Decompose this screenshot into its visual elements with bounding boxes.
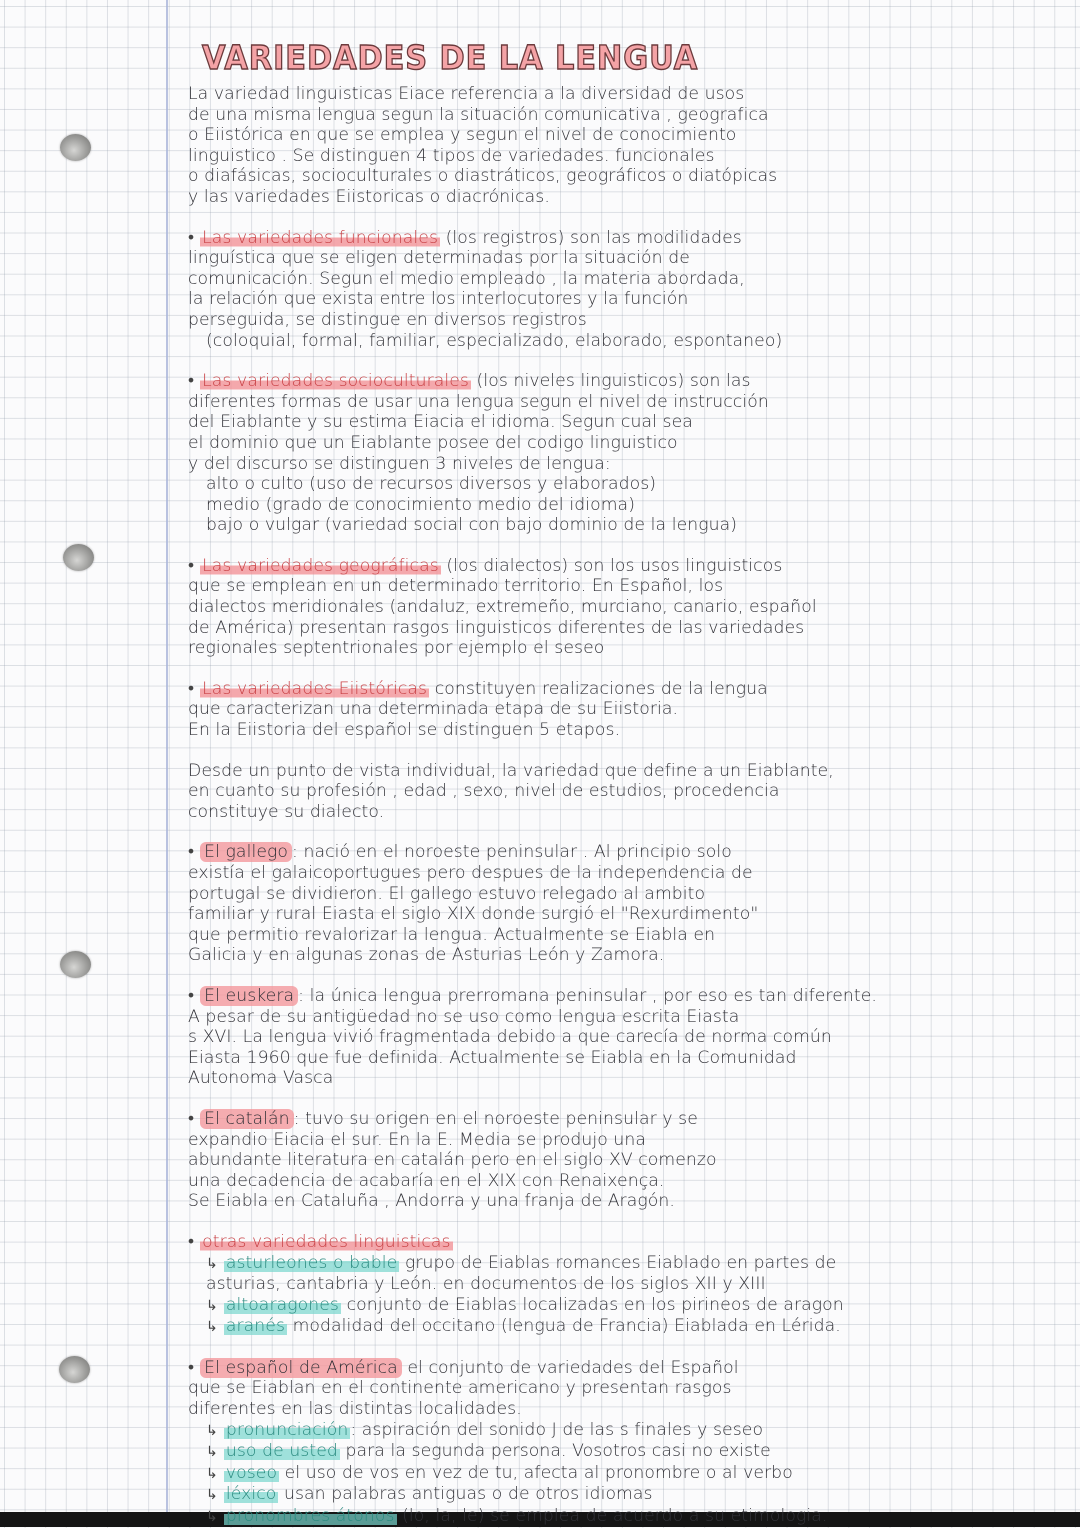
section-catalan: [188, 1109, 1048, 1212]
page-title: VARIEDADES DE LA LENGUA: [202, 38, 699, 77]
bullet-icon: •: [188, 842, 195, 863]
text-line: la relación que exista entre los interlocutores y la función: [188, 289, 689, 310]
text-line: que permitio revalorizar la lengua. Actualmente se Eiabla en: [188, 924, 716, 945]
highlighted-term: Las variedades socioculturales: [202, 371, 469, 392]
arrow-icon: ↳: [206, 1465, 218, 1482]
bullet-icon: •: [188, 227, 195, 248]
arrow-icon: ↳: [206, 1255, 218, 1272]
section-individual: [188, 761, 1048, 823]
text-line: familiar y rural Eiasta el siglo XIX donde surgió el "Rexurdimento": [188, 904, 759, 925]
text-line: Autonoma Vasca: [188, 1068, 334, 1089]
text-line: que caracterizan una determinada etapa de su Eiistoria.: [188, 699, 679, 720]
arrow-icon: ↳: [206, 1509, 218, 1526]
text-line: regionales septentrionales por ejemplo el seseo: [188, 638, 605, 659]
highlighted-term: uso de usted: [225, 1441, 338, 1462]
section-otras-variedades: [188, 1232, 1048, 1338]
text-line: Galicia y en algunas zonas de Asturias León y Zamora.: [188, 945, 665, 966]
section-espanol-america: [188, 1358, 1048, 1528]
text-line: (coloquial, formal, familiar, especializado, elaborado, espontaneo): [206, 330, 783, 351]
text-line: o diafásicas, socioculturales o diastráticos, geográficos o diatópicas: [188, 166, 778, 187]
punch-hole: [60, 134, 91, 161]
text-line: en cuanto su profesión , edad , sexo, nivel de estudios, procedencia: [188, 781, 780, 802]
arrow-icon: ↳: [206, 1444, 218, 1461]
highlighted-term: asturleones o bable: [225, 1252, 398, 1273]
text-line: Se Eiabla en Cataluña , Andorra y una franja de Aragón.: [188, 1191, 675, 1212]
text-line: asturias, cantabria y León. en documentos de los siglos XII y XIII: [206, 1274, 766, 1295]
text-line: perseguida, se distingue en diversos registros: [188, 309, 587, 330]
text-line: alto o culto (uso de recursos diversos y elaborados): [206, 474, 657, 495]
text-line: A pesar de su antigüedad no se uso como lengua escrita Eiasta: [188, 1006, 740, 1027]
text-line: linguistico . Se distinguen 4 tipos de variedades. funcionales: [188, 145, 715, 166]
text-line: constituyen realizaciones de la lengua: [429, 678, 768, 699]
highlighted-term: El español de América: [200, 1358, 402, 1378]
text-line: : tuvo su origen en el noroeste peninsular y se: [293, 1108, 698, 1129]
text-line: : la única lengua prerromana peninsular , por eso es tan diferente.: [298, 985, 877, 1006]
text-line: bajo o vulgar (variedad social con bajo dominio de la lengua): [206, 515, 738, 536]
highlighted-term: El euskera: [200, 986, 298, 1006]
text-line: abundante literatura en catalán pero en el siglo XV comenzo: [188, 1150, 717, 1171]
text-line: medio (grado de conocimiento medio del idioma): [206, 494, 635, 515]
section-funcionales: [188, 228, 1048, 352]
text-line: Eiasta 1960 que fue definida. Actualmente se Eiabla en la Comunidad: [188, 1047, 797, 1068]
section-geograficas: [188, 556, 1048, 659]
section-socioculturales: [188, 371, 1048, 536]
bullet-icon: •: [188, 1231, 195, 1252]
arrow-icon: ↳: [206, 1297, 218, 1314]
notebook-page: [188, 36, 1048, 1528]
text-line: existía el galaicoportugues pero despues de la independencia de: [188, 863, 753, 883]
text-line: el uso de vos en vez de tu, afecta al pronombre o al verbo: [279, 1462, 793, 1483]
bullet-icon: •: [188, 985, 195, 1006]
text-line: expandio Eiacia el sur. En la E. Media se produjo una: [188, 1129, 647, 1150]
highlighted-term: pronombres átonos: [225, 1506, 395, 1527]
highlighted-term: Las variedades geográficas: [202, 555, 439, 576]
bullet-icon: •: [188, 678, 195, 699]
bullet-icon: •: [188, 555, 195, 576]
highlighted-term: pronunciación: [225, 1419, 349, 1440]
text-line: para la segunda persona. Vosotros casi no existe: [339, 1441, 771, 1462]
text-line: o Eiistórica en que se emplea y segun el nivel de conocimiento: [188, 125, 737, 146]
highlighted-term: Las variedades Eiistóricas: [202, 678, 428, 699]
punch-hole: [63, 544, 94, 571]
highlighted-term: aranés: [225, 1316, 285, 1337]
text-line: : aspiración del sonido J de las s finales y seseo: [350, 1419, 764, 1440]
highlighted-term: El catalán: [200, 1109, 294, 1129]
text-line: una decadencia de acabaría en el XIX con Renaixença.: [188, 1170, 665, 1191]
section-gallego: [188, 842, 1048, 966]
bullet-icon: •: [188, 1108, 195, 1129]
text-line: conjunto de Eiablas localizadas en los pirineos de aragon: [341, 1294, 844, 1315]
text-line: de una misma lengua segun la situación comunicativa , geografica: [188, 104, 769, 125]
text-line: dialectos meridionales (andaluz, extremeño, murciano, canario, español: [188, 597, 817, 618]
text-line: (los dialectos) son los usos linguisticos: [440, 555, 783, 576]
arrow-icon: ↳: [206, 1319, 218, 1336]
bullet-icon: •: [188, 371, 195, 392]
margin-line: [166, 0, 168, 1512]
text-line: : nació en el noroeste peninsular . Al principio solo: [292, 842, 732, 863]
highlighted-term: Las variedades funcionales: [202, 227, 439, 248]
intro-paragraph: [188, 84, 1048, 208]
text-line: usan palabras antiguas o de otros idiomas: [278, 1484, 653, 1505]
text-line: (los registros) son las modilidades: [440, 227, 742, 248]
text-line: diferentes formas de usar una lengua segun el nivel de instrucción: [188, 391, 769, 412]
text-line: el dominio que un Eiablante posee del codigo linguistico: [188, 432, 678, 453]
text-line: comunicación. Segun el medio empleado , la materia abordada,: [188, 268, 745, 289]
highlighted-term: El gallego: [200, 842, 292, 862]
text-line: (lo, la, le) se emplea de acuerdo a su etimologia.: [396, 1506, 828, 1527]
text-line: de América) presentan rasgos linguisticos diferentes de las variedades: [188, 617, 805, 638]
text-line: constituye su dialecto.: [188, 801, 385, 822]
text-line: s XVI. La lengua vivió fragmentada debido a que carecía de norma común: [188, 1027, 832, 1048]
text-line: diferentes en las distintas localidades.: [188, 1399, 522, 1420]
highlighted-term: altoaragones: [225, 1294, 339, 1315]
arrow-icon: ↳: [206, 1487, 218, 1504]
punch-hole: [59, 1356, 90, 1383]
section-historicas: [188, 679, 1048, 741]
section-euskera: [188, 986, 1048, 1089]
text-line: modalidad del occitano (lengua de Francia) Eiablada en Lérida.: [287, 1316, 841, 1337]
text-line: del Eiablante y su estima Eiacia el idioma. Segun cual sea: [188, 412, 693, 433]
punch-hole: [60, 951, 91, 978]
arrow-icon: ↳: [206, 1422, 218, 1439]
text-line: En la Eiistoria del español se distinguen 5 etapos.: [188, 720, 621, 741]
text-line: linguística que se eligen determinadas por la situación de: [188, 248, 690, 269]
text-line: Desde un punto de vista individual, la variedad que define a un Eiablante,: [188, 760, 834, 781]
text-line: y las variedades Eiistoricas o diacrónicas.: [188, 186, 550, 207]
highlighted-term: voseo: [225, 1462, 278, 1483]
text-line: portugal se dividieron. El gallego estuvo relegado al ambito: [188, 883, 706, 904]
bullet-icon: •: [188, 1357, 195, 1378]
highlighted-term: otras variedades linguisticas: [202, 1231, 451, 1252]
text-line: que se emplean en un determinado territorio. En Español, los: [188, 576, 724, 597]
text-line: grupo de Eiablas romances Eiablado en partes de: [399, 1252, 837, 1273]
text-line: y del discurso se distinguen 3 niveles de lengua:: [188, 453, 611, 474]
text-line: el conjunto de variedades del Español: [401, 1357, 739, 1378]
highlighted-term: léxico: [225, 1484, 277, 1505]
text-line: (los niveles linguisticos) son las: [470, 371, 751, 392]
text-line: que se Eiablan en el continente americano y presentan rasgos: [188, 1378, 732, 1399]
text-line: La variedad linguisticas Eiace referencia a la diversidad de usos: [188, 84, 745, 104]
